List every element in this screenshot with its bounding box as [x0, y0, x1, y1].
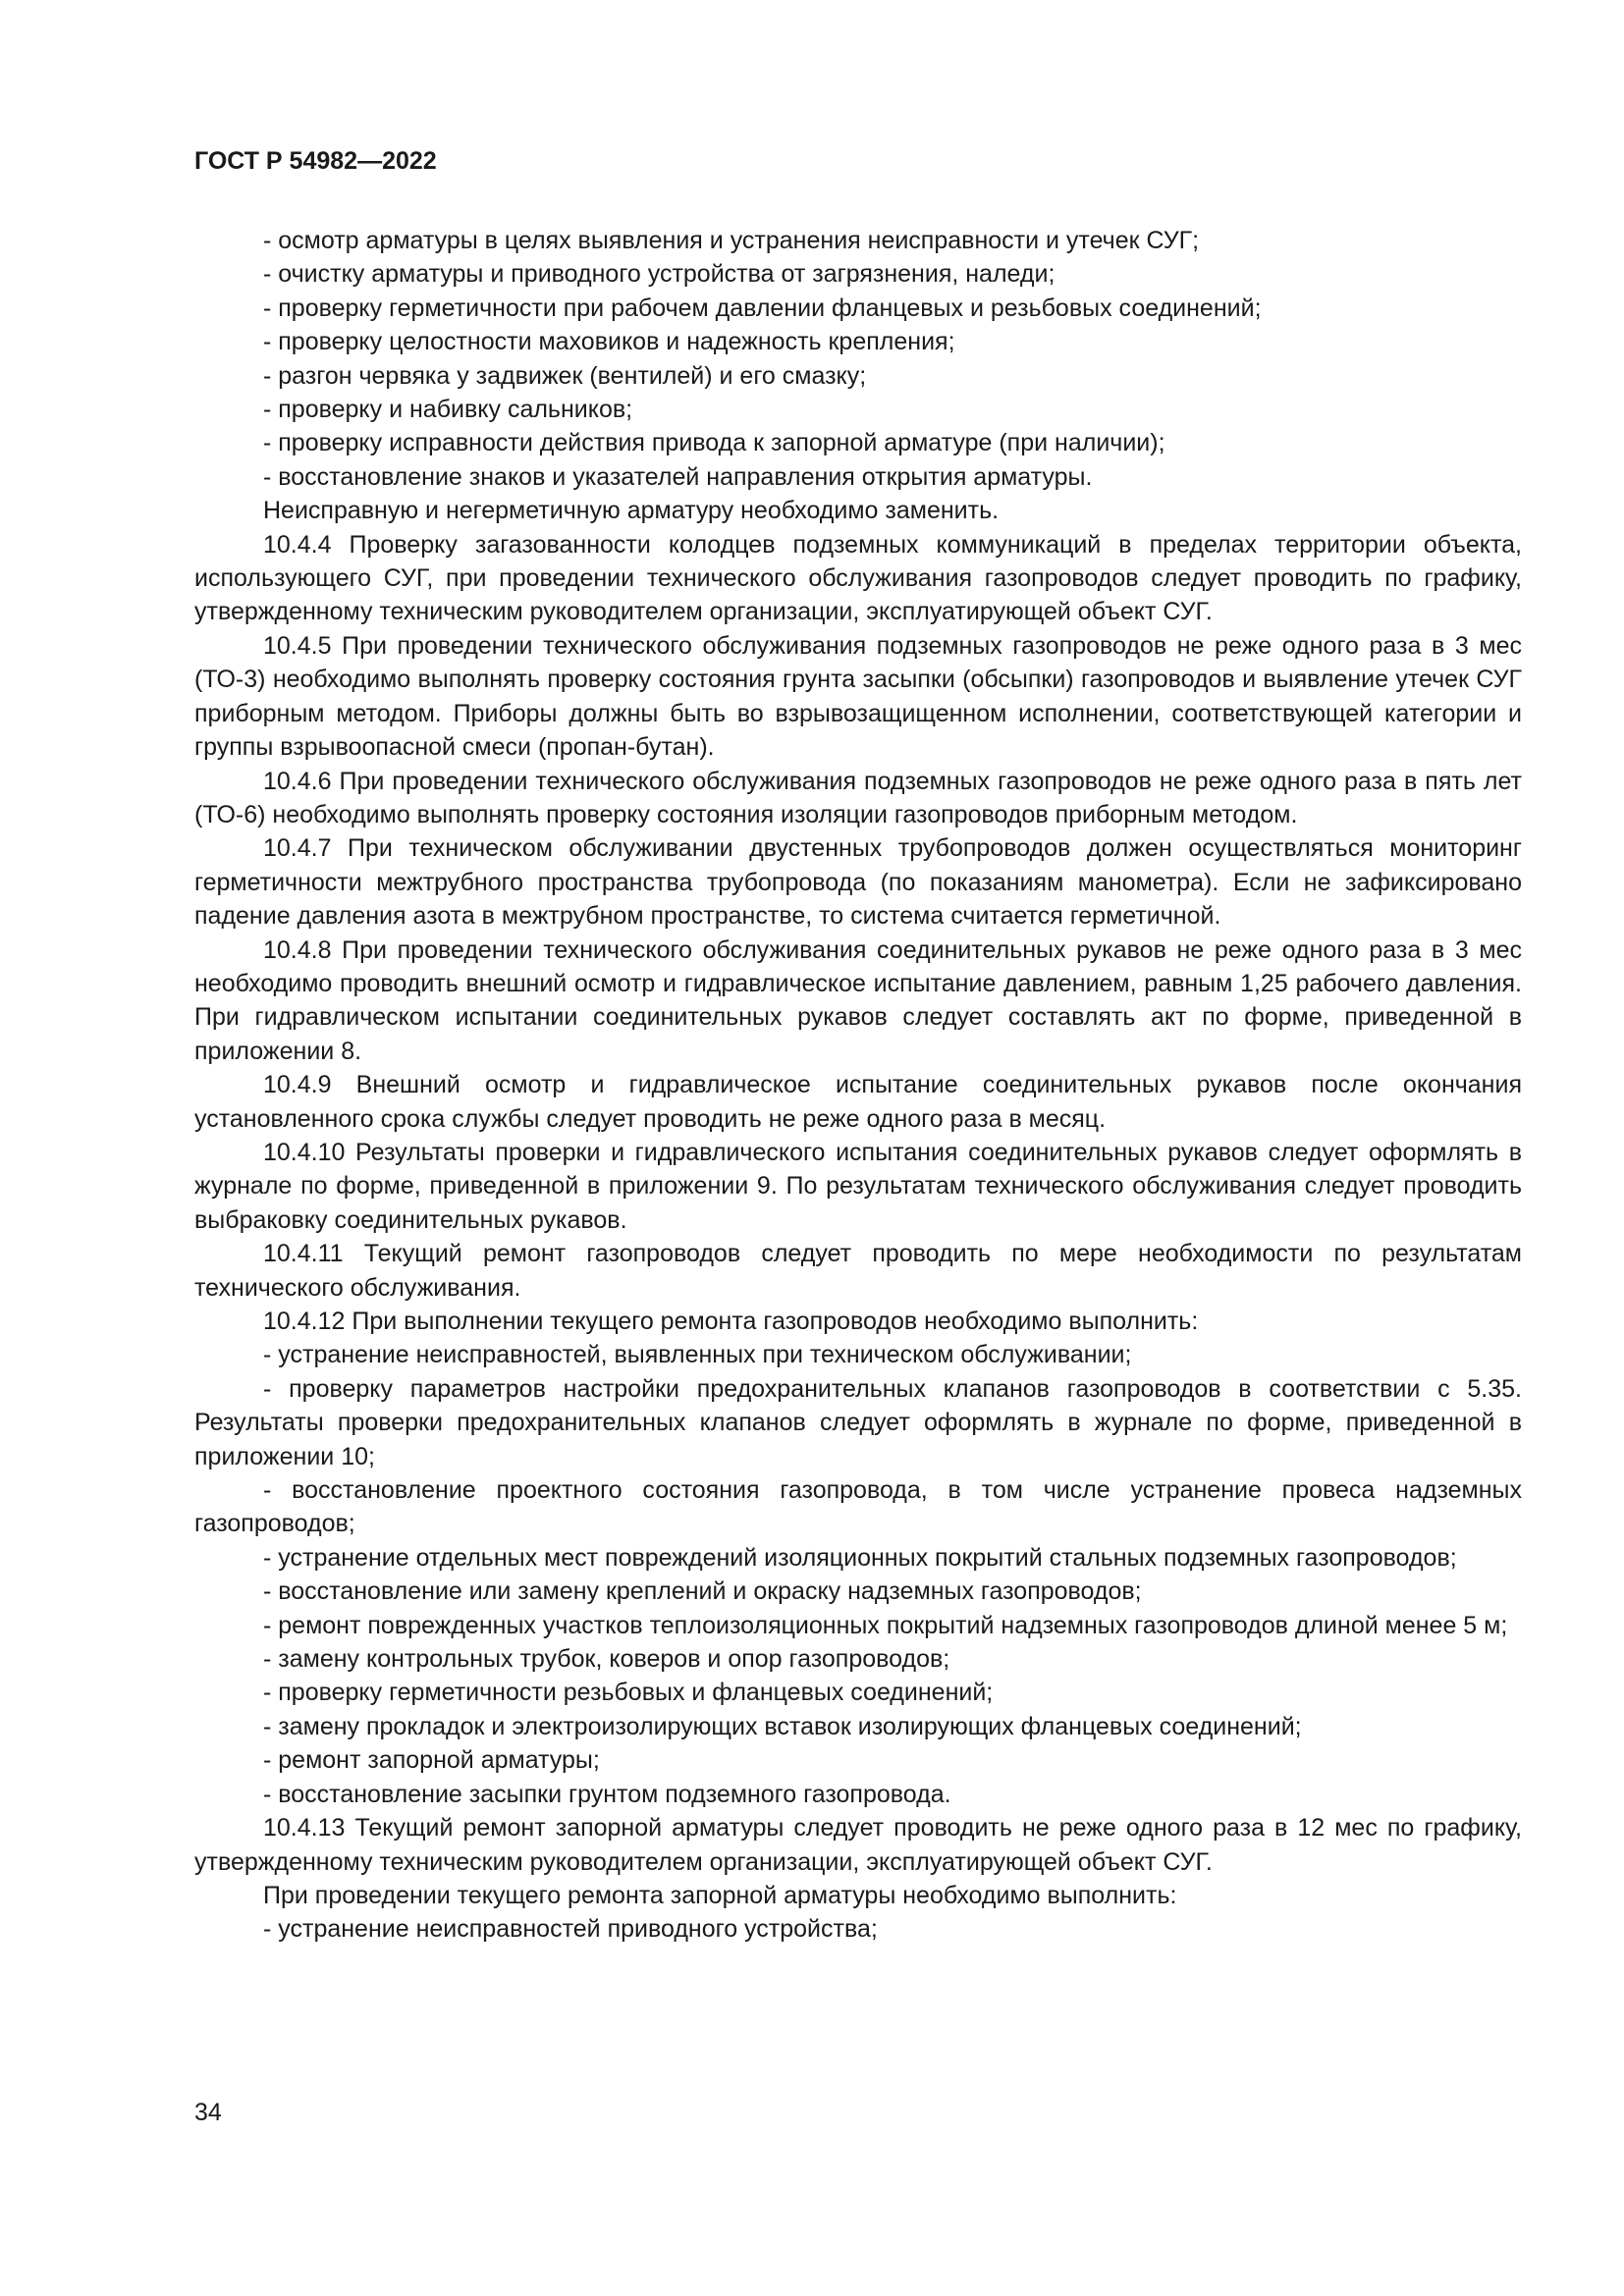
paragraph: При проведении текущего ремонта запорной арматуры необходимо выполнить:: [263, 1881, 1177, 1909]
paragraph: - осмотр арматуры в целях выявления и устранения неисправности и утечек СУГ;: [263, 227, 1200, 254]
paragraph: - устранение неисправностей, выявленных при техническом обслуживании;: [263, 1341, 1132, 1369]
paragraph: - ремонт запорной арматуры;: [263, 1746, 600, 1775]
paragraph: 10.4.6 При проведении технического обслуживания подземных газопроводов не реже одного раза в пять лет (ТО-6) необходимо выполнять проверку состояния изоляции газопроводов приборным методом.: [194, 767, 1522, 828]
paragraph: - очистку арматуры и приводного устройства от загрязнения, наледи;: [263, 260, 1056, 289]
paragraph: - восстановление или замену креплений и окраску надземных газопроводов;: [263, 1577, 1142, 1606]
paragraph: 10.4.4 Проверку загазованности колодцев подземных коммуникаций в пределах территории объекта, использующего СУГ, при проведении технического обслуживания газопроводов следует проводить по графику, утвержденному техническим руководителем организации, эксплуатирующей объект СУГ.: [194, 530, 1522, 626]
paragraph: 10.4.12 При выполнении текущего ремонта газопроводов необходимо выполнить:: [263, 1308, 1199, 1335]
paragraph: - восстановление проектного состояния газопровода, в том числе устранение провеса надземных газопроводов;: [194, 1476, 1522, 1538]
paragraph: 10.4.11 Текущий ремонт газопроводов следует проводить по мере необходимости по результатам технического обслуживания.: [194, 1240, 1522, 1302]
document-body: [194, 224, 1522, 1947]
page-number: 34: [194, 2099, 222, 2126]
paragraph: 10.4.13 Текущий ремонт запорной арматуры следует проводить не реже одного раза в 12 мес по графику, утвержденному техническим руководителем организации, эксплуатирующей объект СУГ.: [194, 1814, 1522, 1876]
paragraph: - восстановление засыпки грунтом подземного газопровода.: [263, 1780, 951, 1808]
paragraph: - проверку герметичности при рабочем давлении фланцевых и резьбовых соединений;: [263, 294, 1262, 322]
paragraph: - проверку исправности действия привода к запорной арматуре (при наличии);: [263, 429, 1165, 457]
paragraph: - замену контрольных трубок, коверов и опор газопроводов;: [263, 1645, 950, 1674]
paragraph: - проверку целостности маховиков и надежность крепления;: [263, 328, 955, 356]
paragraph: - замену прокладок и электроизолирующих вставок изолирующих фланцевых соединений;: [263, 1712, 1302, 1740]
paragraph: 10.4.8 При проведении технического обслуживания соединительных рукавов не реже одного раза в 3 мес необходимо проводить внешний осмотр и гидравлическое испытание давлением, равным 1,25 рабочего давления. При гидравлическом испытании соединительных рукавов следует составлять акт по форме, приведенной в приложении 8.: [194, 935, 1522, 1065]
paragraph: - устранение неисправностей приводного устройства;: [263, 1915, 878, 1944]
paragraph: 10.4.10 Результаты проверки и гидравлического испытания соединительных рукавов следует оформлять в журнале по форме, приведенной в приложении 9. По результатам технического обслуживания следует проводить выбраковку соединительных рукавов.: [194, 1138, 1522, 1234]
paragraph: - проверку герметичности резьбовых и фланцевых соединений;: [263, 1679, 994, 1707]
paragraph: - устранение отдельных мест повреждений изоляционных покрытий стальных подземных газопроводов;: [263, 1543, 1457, 1572]
paragraph: Неисправную и негерметичную арматуру необходимо заменить.: [263, 497, 1000, 525]
paragraph: - восстановление знаков и указателей направления открытия арматуры.: [263, 462, 1093, 491]
paragraph: 10.4.7 При техническом обслуживании двустенных трубопроводов должен осуществляться мониторинг герметичности межтрубного пространства трубопровода (по показаниям манометра). Если не зафиксировано падение давления азота в межтрубном пространстве, то система считается герметичной.: [194, 834, 1522, 931]
paragraph: 10.4.5 При проведении технического обслуживания подземных газопроводов не реже одного раза в 3 мес (ТО-3) необходимо выполнять проверку состояния грунта засыпки (обсыпки) газопроводов и выявление утечек СУГ приборным методом. Приборы должны быть во взрывозащищенном исполнении, соответствующей категории и группы взрывоопасной смеси (пропан-бутан).: [194, 631, 1522, 762]
paragraph: 10.4.9 Внешний осмотр и гидравлическое испытание соединительных рукавов после окончания установленного срока службы следует проводить не реже одного раза в месяц.: [194, 1071, 1522, 1133]
paragraph: - проверку параметров настройки предохранительных клапанов газопроводов в соответствии с 5.35. Результаты проверки предохранительных клапанов следует оформлять в журнале по форме, приведенной в приложении 10;: [194, 1374, 1522, 1470]
paragraph: - разгон червяка у задвижек (вентилей) и его смазку;: [263, 361, 867, 390]
paragraph: - ремонт поврежденных участков теплоизоляционных покрытий надземных газопроводов длиной менее 5 м;: [263, 1611, 1508, 1639]
document-header: ГОСТ Р 54982—2022: [194, 147, 437, 175]
paragraph: - проверку и набивку сальников;: [263, 396, 633, 424]
